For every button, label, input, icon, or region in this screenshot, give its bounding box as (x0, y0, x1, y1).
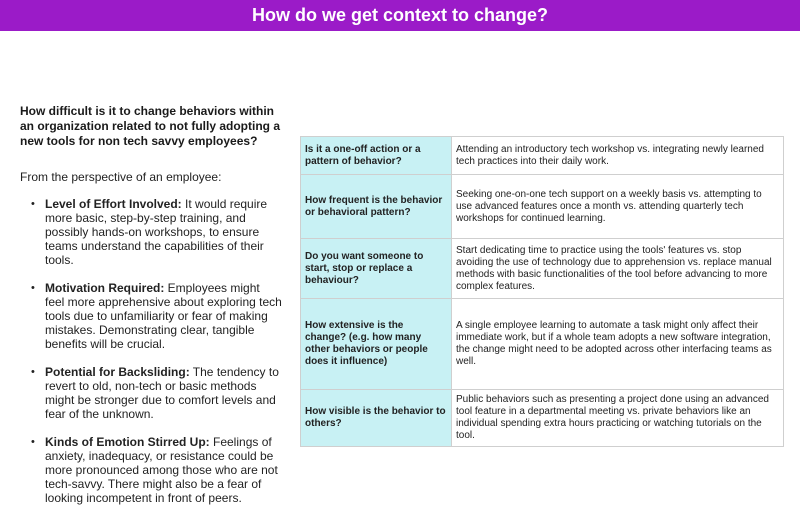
title-banner (0, 0, 800, 31)
intro-question: How difficult is it to change behaviors within an organization related to not fully adopting a new tools for non tech savvy employees? (20, 104, 281, 148)
factor-label: Potential for Backsliding: (45, 365, 190, 379)
factor-text: It would require more basic, step-by-step training, and possibly hands-on workshops, to ensure teams understand the capabilities of their tools. (45, 197, 268, 267)
page-title: How do we get context to change? (251, 5, 548, 25)
list-item (45, 435, 282, 505)
perspective-label: From the perspective of an employee: (20, 170, 222, 184)
list-item (45, 365, 282, 421)
factor-text: Feelings of anxiety, inadequacy, or resistance could be more pronounced among those who are not tech-savvy. There might also be a fear of looking incompetent in front of peers. (45, 435, 278, 505)
table-answer-cell: Public behaviors such as presenting a project done using an advanced tool feature in a departmental meeting vs. private behaviors like an individual spending extra hours practicing or watching tutorials on the tool. (452, 390, 784, 447)
table-question-cell: How frequent is the behavior or behavioral pattern? (301, 175, 452, 239)
list-item (45, 281, 282, 351)
table-answer-cell: Seeking one-on-one tech support on a weekly basis vs. attempting to use advanced features once a month vs. attending quarterly tech workshops for continued learning. (452, 175, 784, 239)
factor-label: Level of Effort Involved: (45, 197, 182, 211)
list-item (45, 197, 282, 267)
table-question-cell: Is it a one-off action or a pattern of behavior? (301, 137, 452, 175)
table-question-cell: Do you want someone to start, stop or replace a behaviour? (301, 239, 452, 299)
context-table (300, 136, 784, 447)
factor-text: The tendency to revert to old, non-tech or basic methods might be stronger due to comfort levels and fear of the unknown. (45, 365, 279, 421)
factor-text: Employees might feel more apprehensive about exploring tech tools due to unfamiliarity or fear of making mistakes. Demonstrating clear, tangible benefits will be crucial. (45, 281, 282, 351)
factor-label: Kinds of Emotion Stirred Up: (45, 435, 210, 449)
table-answer-cell: A single employee learning to automate a task might only affect their immediate work, but if a whole team adopts a new software integration, the change might need to be adopted across other interfacing teams as well. (452, 299, 784, 390)
table-row (301, 175, 784, 239)
left-column (20, 104, 282, 519)
table-answer-cell: Attending an introductory tech workshop vs. integrating newly learned tech practices into their daily work. (452, 137, 784, 175)
table-row (301, 390, 784, 447)
table-question-cell: How extensive is the change? (e.g. how many other behaviors or people does it influence) (301, 299, 452, 390)
table-row (301, 137, 784, 175)
factor-list (20, 197, 282, 505)
table-row (301, 239, 784, 299)
table-question-cell: How visible is the behavior to others? (301, 390, 452, 447)
table-row (301, 299, 784, 390)
table-answer-cell: Start dedicating time to practice using the tools' features vs. stop avoiding the use of technology due to apprehension vs. replace manual methods with basic functionalities of the tool before advancing to more complex features. (452, 239, 784, 299)
factor-label: Motivation Required: (45, 281, 165, 295)
